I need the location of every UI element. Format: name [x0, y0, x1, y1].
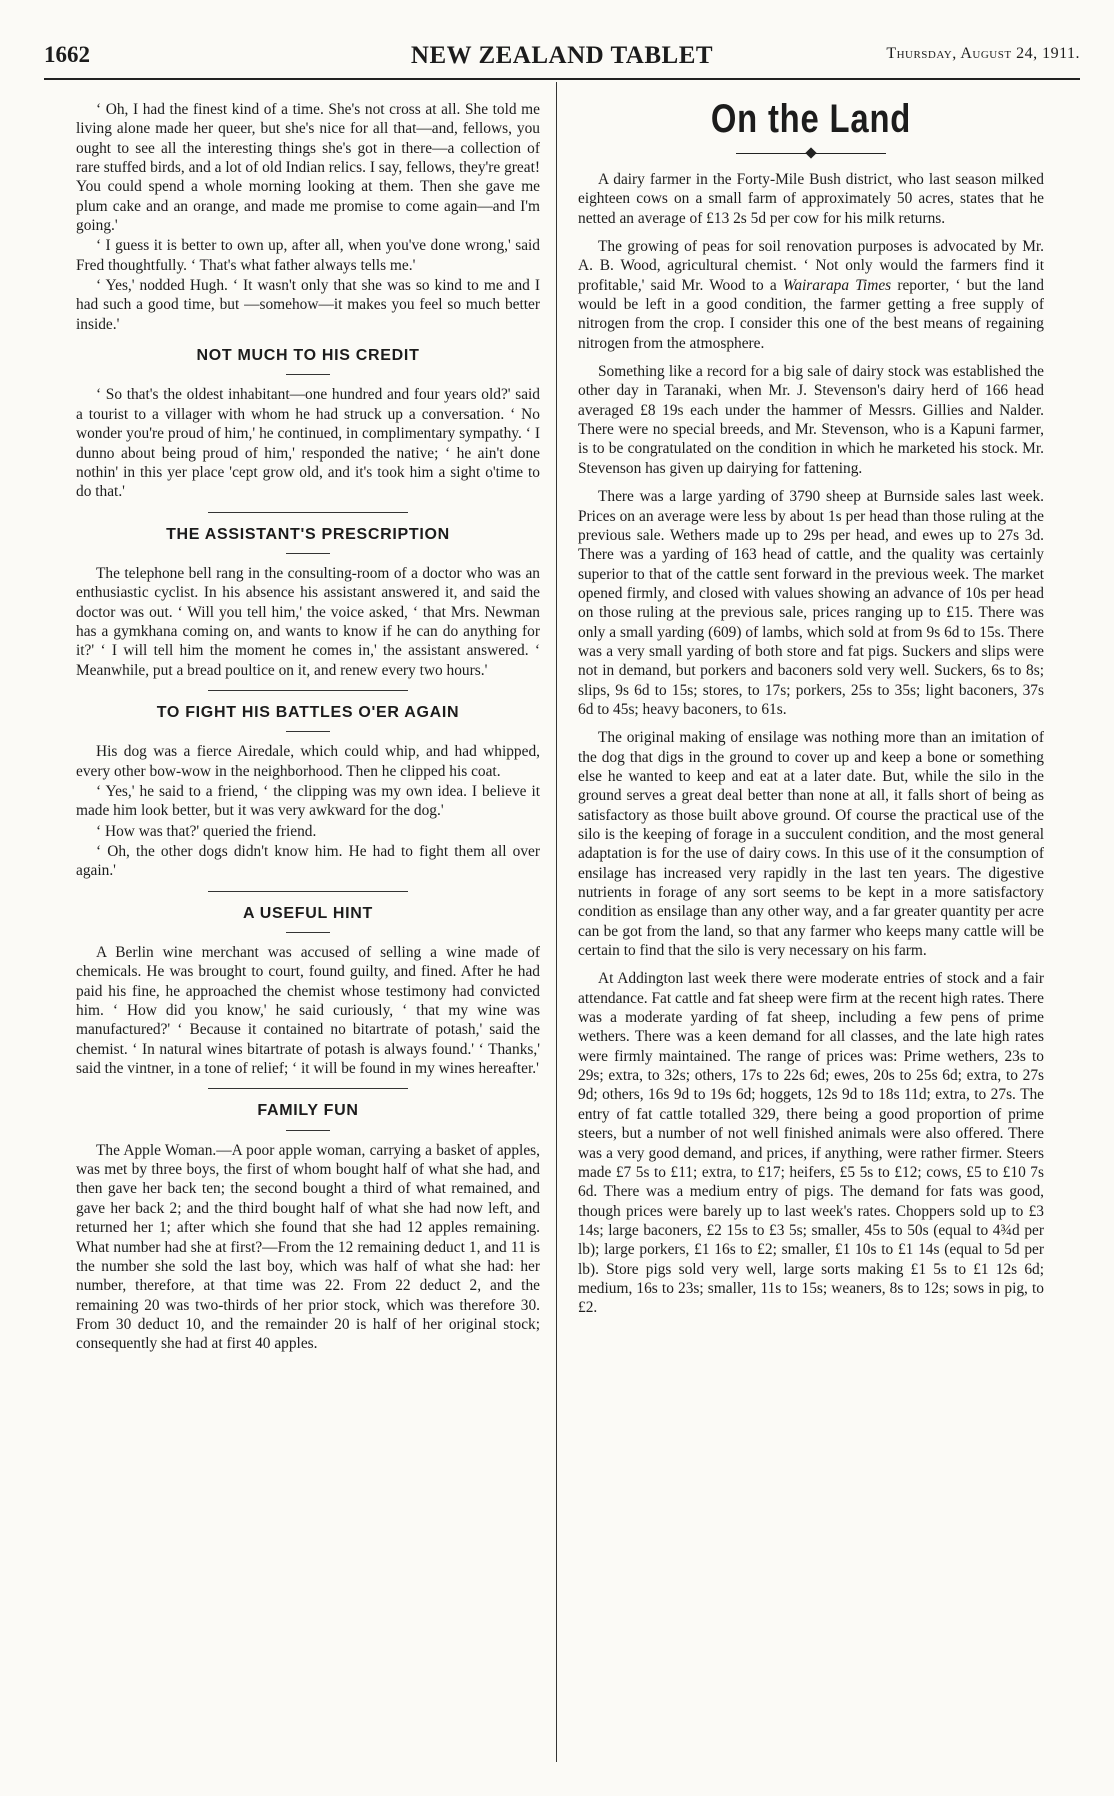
on-the-land-title: On the Land — [710, 100, 912, 141]
heading-rule — [286, 731, 330, 732]
page-number: 1662 — [44, 42, 90, 67]
heading-rule — [286, 932, 330, 933]
title-ornament — [736, 146, 886, 160]
section-heading-fight-his-battles: TO FIGHT HIS BATTLES O'ER AGAIN — [156, 703, 460, 721]
section-heading-assistants-prescription: THE ASSISTANT'S PRESCRIPTION — [166, 525, 450, 543]
section-paragraph: ‘ Yes,' he said to a friend, ‘ the clipping was my own idea. I believe it made him look better, but it was very awkward for the dog.' — [76, 782, 540, 820]
right-column — [578, 100, 1044, 1760]
section-heading-useful-hint: A USEFUL HINT — [243, 904, 373, 922]
section-separator — [208, 891, 408, 892]
section-paragraph: A Berlin wine merchant was accused of selling a wine made of chemicals. He was brought to court, found guilty, and fined. After he had paid his fine, he approached the chemist whose testimony had convicted him. ‘ How did you know,' he said curiously, ‘ that my wine was manufactured?' ‘ Because it contained no bitartrate of potash,' said the chemist. ‘ In natural wines bitartrate of potash is always found.' ‘ Thanks,' said the vintner, in a tone of relief; ‘ it will be found in my wines hereafter.' — [76, 944, 540, 1078]
heading-rule — [286, 553, 330, 554]
section-heading-not-much-to-his-credit: NOT MUCH TO HIS CREDIT — [196, 347, 420, 365]
column-divider — [556, 82, 557, 1762]
land-paragraph: At Addington last week there were moderate entries of stock and a fair attendance. Fat cattle and fat sheep were firm at the recent high rates. There was a moderate yarding of fat sheep, including a few pens of prime wethers. There was a keen demand for all classes, and the late high rates were firmly maintained. The range of prices was: Prime wethers, 23s to 29s; extra, to 32s; others, 17s to 22s 6d; ewes, 20s to 25s 6d; extra, to 27s 9d; others, 16s 9d to 19s 6d; hoggets, 12s 9d to 18s 11d; extra, to 27s. The entry of fat cattle totalled 329, there being a good proportion of prime steers, but a number of not well finished animals were also offered. There was a very good demand, and prices, if anything, were rather firmer. Steers made £7 5s to £11; extra, to £17; heifers, £5 5s to £12; cows, £5 to £10 7s 6d. There was a medium entry of pigs. The demand for fats was good, though prices were barely up to last week's rates. Choppers sold up to £3 14s; large baconers, £2 15s to £3 5s; smaller, 45s to 50s (equal to 4¾d per lb); large porkers, £1 16s to £2; smaller, £1 10s to £1 14s (equal to 5d per lb). Store pigs sold very well, large sorts making £1 5s to £1 12s 6d; medium, 16s to 23s; smaller, 11s to 15s; weaners, 8s to 12s; sows in pig, to £2. — [578, 970, 1044, 1317]
heading-rule — [286, 1130, 330, 1131]
land-paragraph: There was a large yarding of 3790 sheep at Burnside sales last week. Prices on an average were less by about 1s per head than those ruling at the previous sale. Wethers made up to 29s per head, and ewes up to 27s 3d. There was a yarding of 163 head of cattle, and the quality was certainly superior to that of the cattle sent forward in the previous week. The market opened firmly, and closed with values showing an advance of 10s per head on those ruling at the previous sale, prices ranging up to £15. There was only a small yarding (609) of lambs, which sold at from 9s 6d to 15s. There was a very small yarding of both store and fat pigs. Suckers and slips were not in demand, but porkers and baconers sold very well. Suckers, 6s to 8s; slips, 9s 6d to 15s; stores, to 17s; porkers, 25s to 35s; light baconers, 37s 6d to 45s; heavy baconers, to 61s. — [578, 488, 1044, 718]
section-paragraph: ‘ Oh, the other dogs didn't know him. He had to fight them all over again.' — [76, 843, 540, 880]
section-separator — [208, 512, 408, 513]
masthead — [44, 42, 1080, 80]
section-paragraph: The Apple Woman.—A poor apple woman, carrying a basket of apples, was met by three boys, the first of whom bought half of what she had, and then gave her back ten; the second bought a third of what remained, and gave her back 2; and the third bought half of what she had now left, and returned her 1; after which she found that she had 12 apples remaining. What number had she at first?—From the 12 remaining deduct 1, and 11 is the number she sold the last boy, which was half of what she had: her number, therefore, at that time was 22. From 22 deduct 2, and the remaining 20 was two-thirds of her prior stock, which was therefore 30. From 30 deduct 10, and the remainder 20 is half of her original stock; consequently she had at first 40 apples. — [76, 1141, 540, 1353]
section-separator — [208, 1088, 408, 1089]
issue-date: Thursday, August 24, 1911. — [886, 45, 1080, 62]
land-paragraph: A dairy farmer in the Forty-Mile Bush district, who last season milked eighteen cows on a small farm of approximately 50 acres, states that he netted an average of £13 2s 5d per cow for his milk returns. — [578, 171, 1044, 227]
story-paragraph: ‘ Oh, I had the finest kind of a time. She's not cross at all. She told me living alone made her queer, but she's nice for all that—and, fellows, you ought to see all the interesting things she's got in there—a collection of rare stuffed birds, and a lot of old Indian relics. I say, fellows, they're great! You could spend a whole morning looking at them. Then she gave me plum cake and an orange, and made me promise to come again—and I'm going.' — [76, 101, 540, 235]
section-paragraph: The telephone bell rang in the consulting-room of a doctor who was an enthusiastic cyclist. In his absence his assistant answered it, and said the doctor was out. ‘ Will you tell him,' the voice asked, ‘ that Mrs. Newman has a gymkhana coming on, and wants to know if he can do anything for it?' ‘ I will tell him the moment he comes in,' the assistant answered. ‘ Meanwhile, put a bread poultice on it, and renew every two hours.' — [76, 564, 540, 679]
diamond-ornament-icon — [805, 147, 816, 158]
section-separator — [208, 690, 408, 691]
land-paragraph: The original making of ensilage was nothing more than an imitation of the dog that digs in the ground to cover up and keep a bone or something else he wanted to keep and eat at a later date. But, while the silo in the ground serves a great deal better than none at all, it falls short of being as satisfactory as those built above ground. Of course the practical use of the silo is the keeping of forage in a succulent condition, and the most general adaptation is for the use of dairy cows. In this use of it the consumption of ensilage has increased very rapidly in the last ten years. The digestive nutrients in forage of any sort seems to be kept in a more satisfactory condition as ensilage than any other way, and a far greater quantity per acre can be got from the land, so that any farmer who keeps many cattle will be certain to find that the silo is very necessary on his farm. — [578, 729, 1044, 960]
story-paragraph: ‘ I guess it is better to own up, after all, when you've done wrong,' said Fred thoughtfully. ‘ That's what father always tells me.' — [76, 237, 540, 274]
masthead-rule — [44, 78, 1080, 80]
land-paragraph: The growing of peas for soil renovation purposes is advocated by Mr. A. B. Wood, agricultural chemist. ‘ Not only would the farmers find it profitable,' said Mr. Wood to a Wairarapa Times reporter, ‘ but the land would be left in a good condition, the farmer getting a free supply of nitrogen from the crop. I consider this one of the best means of regaining nitrogen from the atmosphere. — [578, 238, 1044, 352]
newspaper-name: Wairarapa Times — [782, 276, 892, 294]
story-paragraph: ‘ Yes,' nodded Hugh. ‘ It wasn't only that she was so kind to me and I had such a good time, but —somehow—it makes you feel so much better inside.' — [76, 277, 540, 333]
section-heading-family-fun: FAMILY FUN — [257, 1102, 359, 1120]
heading-rule — [286, 374, 330, 375]
section-paragraph: His dog was a fierce Airedale, which could whip, and had whipped, every other bow-wow in the neighborhood. Then he clipped his coat. — [76, 743, 540, 780]
publication-title: NEW ZEALAND TABLET — [410, 42, 714, 69]
left-column — [76, 100, 540, 1760]
land-paragraph: Something like a record for a big sale of dairy stock was established the other day in Taranaki, when Mr. J. Stevenson's dairy herd of 166 head averaged £8 19s each under the hammer of Messrs. Gillies and Nalder. There were no special breeds, and Mr. Stevenson, who is a Kapuni farmer, is to be congratulated on the condition in which he marketed his stock. Mr. Stevenson has given up dairying for fattening. — [578, 363, 1044, 477]
section-paragraph: ‘ So that's the oldest inhabitant—one hundred and four years old?' said a tourist to a villager with whom he had struck up a conversation. ‘ No wonder you're proud of him,' he continued, in complimentary sympathy. ‘ I dunno about being proud of him,' responded the native; ‘ he ain't done nothin' in this yer place 'cept grow old, and it's took him a sight o'time to do that.' — [76, 386, 540, 501]
section-paragraph: ‘ How was that?' queried the friend. — [96, 822, 317, 840]
